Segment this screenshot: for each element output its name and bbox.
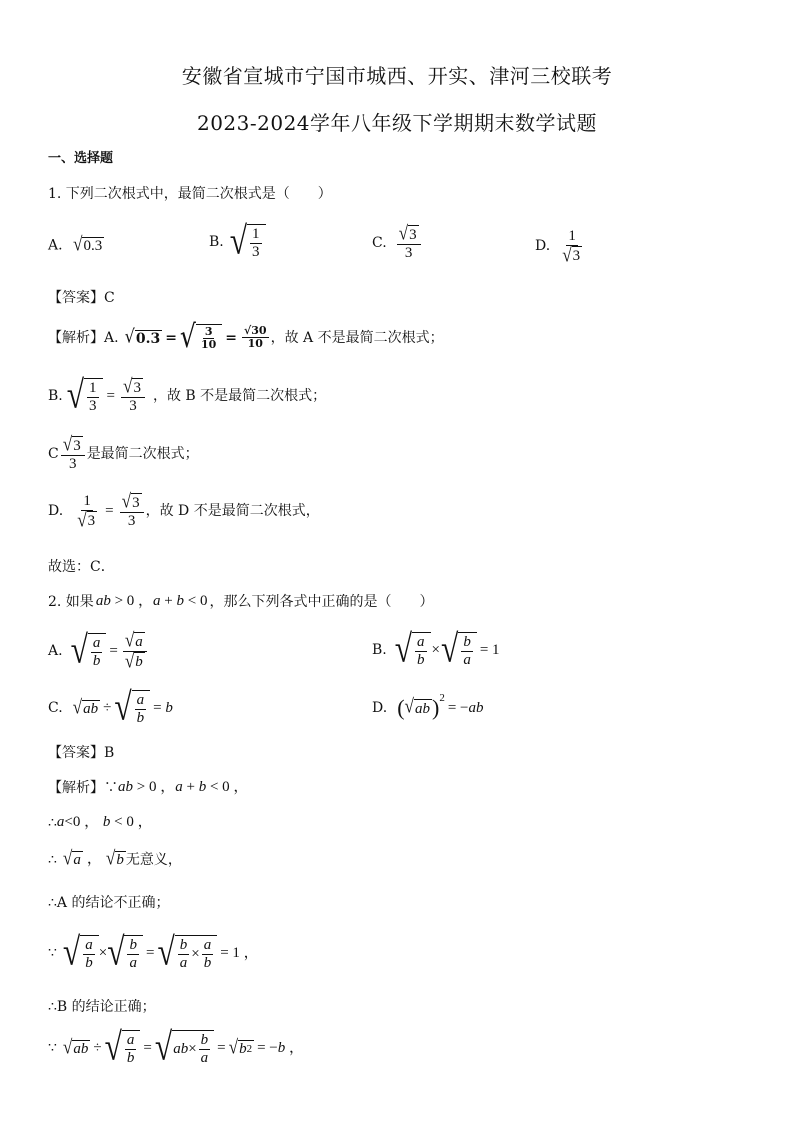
q1-analysis-d (48, 490, 320, 531)
page-title-line2: 2023-2024学年八年级下学期期末数学试题 (196, 111, 598, 135)
q2-analysis-6: ∴B 的结论正确； (48, 999, 156, 1015)
math-sqrt: √ $\frac{a}{b}$ (114, 690, 150, 727)
math-sqrt: √ $\frac{a}{b}$ (395, 632, 431, 669)
math-eq: = (105, 502, 114, 519)
q1-option-d[interactable] (535, 228, 586, 265)
q2-option-a[interactable] (48, 627, 149, 672)
math-sqrt: √ a (62, 847, 81, 870)
analysis-label: C (48, 446, 59, 463)
q1-answer: 【答案】C (48, 290, 115, 306)
analysis-text: ，故 D 不是最简二次根式， (145, 503, 320, 520)
q1-stem: 1. 下列二次根式中，最简二次根式是（ ） (48, 186, 332, 202)
q2-option-c[interactable] (48, 684, 173, 729)
math-expr: ab > 0 ，a + b < 0 ， (118, 779, 249, 795)
math-div: ÷ (103, 699, 112, 716)
math-expr: = 1 (479, 641, 500, 658)
option-label: D. (535, 238, 551, 255)
option-label: B. (209, 234, 224, 251)
option-label: C. (48, 700, 63, 717)
q1-analysis-b (48, 372, 327, 417)
analysis-label: 【解析】∵ (48, 779, 118, 796)
q2-stem (48, 594, 433, 609)
analysis-label: ∴ (48, 814, 57, 831)
math-sqrt: √ $\frac{a}{b}$ (63, 935, 99, 972)
math-sqrt: √ $\frac{1}{3}$ (230, 224, 266, 261)
math-expr: = 1 ， (220, 944, 259, 961)
math-eq: = (106, 387, 116, 404)
math-frac: 1 √ 3 (562, 228, 581, 266)
math-sqrt: √ $\frac{b}{a}$ × $\frac{a}{b}$ (157, 935, 217, 972)
math-sup: 2 (439, 692, 445, 704)
q2-answer: 【答案】B (48, 745, 115, 761)
q1-option-b[interactable] (209, 218, 266, 263)
analysis-label: D. (48, 503, 64, 520)
q2-option-d[interactable] (372, 692, 484, 720)
analysis-text: 是最简二次根式； (86, 446, 199, 463)
q2-analysis-4: ∴A 的结论不正确； (48, 895, 170, 911)
stem-text: 2. 如果 (48, 593, 94, 610)
math-sqrt: √ 0.3 (124, 325, 161, 347)
math-eq: = (225, 329, 238, 346)
math-frac: $\frac{√30}{10}$ (244, 324, 267, 351)
math-sqrt: √ b 2 (228, 1036, 253, 1058)
option-label: B. (372, 642, 387, 659)
math-frac: √ 3 3 (61, 436, 85, 473)
math-sqrt: √ $\frac{a}{b}$ (71, 633, 107, 670)
q2-analysis-2 (48, 815, 153, 830)
math-frac: √ 3 3 (121, 378, 145, 415)
math-eq: = (217, 1039, 226, 1056)
math-frac: √ 3 3 (397, 225, 421, 262)
q1-option-c[interactable] (372, 222, 423, 262)
math-eq: = (143, 1039, 152, 1056)
math-expr: ab > 0 ，a + b < 0 (95, 593, 208, 609)
math-sqrt: √ ab (404, 695, 430, 718)
math-frac: √ 3 3 (120, 493, 144, 530)
q1-choose: 故选：C． (48, 559, 115, 575)
math-frac: 1 √ 3 (77, 493, 96, 531)
q1-option-a[interactable] (48, 233, 104, 256)
analysis-label: ∴ (48, 851, 57, 868)
math-eq: = (145, 944, 155, 961)
page-title-line1: 安徽省宣城市宁国市城西、开实、津河三校联考 (181, 64, 613, 88)
math-frac: √ a √ b (123, 632, 147, 671)
math-expr: = −ab (447, 699, 484, 716)
math-expr: a<0 ， b < 0 ， (56, 814, 153, 830)
option-label: C. (372, 235, 387, 252)
math-sqrt: √ ab (62, 1036, 89, 1058)
q2-analysis-5 (48, 929, 259, 974)
math-comma: ， (86, 851, 102, 868)
analysis-text: 无意义， (125, 851, 182, 868)
stem-text: ，那么下列各式中正确的是（ ） (209, 593, 434, 610)
math-eq: = (109, 642, 118, 659)
math-expr: = b (153, 699, 173, 716)
analysis-text: ，故 A 不是最简二次根式； (270, 329, 444, 346)
math-sqrt: √ $\frac{1}{3}$ (67, 378, 103, 415)
q1-analysis-c (48, 433, 199, 473)
math-paren: ( (397, 695, 405, 720)
math-sqrt: √ $\frac{3}{10}$ (180, 324, 222, 352)
option-label: A. (48, 643, 63, 660)
analysis-label: ∵ (48, 945, 57, 962)
math-sqrt: √ $\frac{b}{a}$ (107, 935, 143, 972)
math-div: ÷ (93, 1039, 102, 1056)
math-expr: = −b ， (257, 1039, 305, 1056)
math-sqrt: √ b (105, 847, 124, 870)
q2-analysis-3 (48, 847, 182, 870)
q1-analysis-a (48, 317, 444, 354)
math-times: × (98, 944, 108, 961)
option-label: A. (48, 237, 63, 254)
q2-option-b[interactable] (372, 626, 500, 671)
analysis-label: ∵ (48, 1040, 57, 1057)
analysis-label: B. (48, 388, 63, 405)
analysis-label: 【解析】A. (48, 329, 119, 346)
section-heading: 一、选择题 (48, 151, 114, 166)
q2-analysis-1 (48, 780, 248, 795)
math-sqrt: √ $\frac{a}{b}$ (105, 1030, 141, 1067)
analysis-text: ，故 B 不是最简二次根式； (152, 388, 327, 405)
math-times: × (431, 641, 441, 658)
math-eq: = (165, 329, 177, 346)
math-paren: ) (431, 695, 440, 720)
math-sqrt: √ ab (72, 696, 99, 718)
math-sqrt: √ $\frac{b}{a}$ (441, 632, 477, 669)
math-sqrt: √ ab × $\frac{b}{a}$ (155, 1030, 214, 1067)
q2-analysis-7 (48, 1024, 305, 1069)
math-sqrt: √ 0.3 (73, 233, 103, 256)
option-label: D. (372, 700, 388, 716)
